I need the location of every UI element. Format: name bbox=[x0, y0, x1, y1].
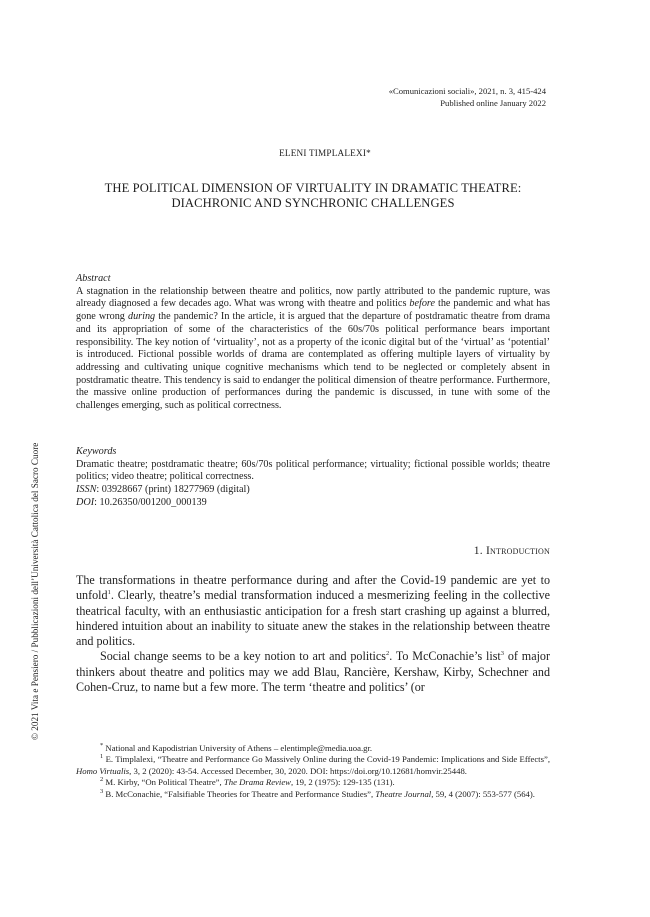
section-number: 1. bbox=[473, 544, 486, 557]
p1-text-b: . Clearly, theatre’s medial transformation induced a mesmerizing feeling in the collective theatrical faculty, with an enthusiastic anticipation for a fresh start crashing up against a blurred, hindered intuition about an inability to situate anew the stakes in the relationship between theatre and politics. bbox=[76, 588, 550, 649]
footnote-2-text-b: , 19, 2 (1975): 129-135 (131). bbox=[290, 777, 395, 788]
paragraph-2 bbox=[76, 649, 550, 695]
copyright-sidebar: © 2021 Vita e Pensiero / Pubblicazioni dell’Università Cattolica del Sacro Cuore bbox=[30, 442, 40, 740]
p2-text-c: of major thinkers about theatre and politics may we add Blau, Rancière, Kershaw, Kirby, Schechner and Cohen-Cruz, to name but a few more. The term ‘theatre and politics’ (or bbox=[76, 649, 550, 695]
section-heading bbox=[474, 544, 550, 557]
issn-label: ISSN bbox=[76, 484, 97, 496]
keywords-text: Dramatic theatre; postdramatic theatre; 60s/70s political performance; virtuality; fictional possible worlds; theatre politics; video theatre; political correctness. bbox=[76, 458, 550, 483]
p2-text-a: Social change seems to be a key notion to art and politics bbox=[100, 649, 386, 664]
article-title bbox=[76, 181, 550, 211]
footnote-1-doi-label: DOI bbox=[310, 765, 326, 776]
footnote-3-text-a: B. McConachie, “Falsifiable Theories for Theatre and Performance Studies”, bbox=[103, 788, 376, 799]
abstract-em-during: during bbox=[127, 311, 156, 323]
abstract-text-a: A stagnation in the relationship between theatre and politics, now partly attributed to the pandemic rupture, was already diagnosed a few decades ago. What was wrong with theatre and politics bbox=[76, 285, 550, 310]
footnote-3-journal: Theatre Journal bbox=[375, 788, 432, 799]
footnote-3 bbox=[76, 789, 550, 800]
keywords-section bbox=[76, 446, 550, 510]
footnote-1 bbox=[76, 754, 550, 777]
footnote-ref-3: 3 bbox=[500, 650, 505, 658]
paragraph-1 bbox=[76, 573, 550, 649]
body-text bbox=[76, 573, 550, 695]
footnote-mark-3: 3 bbox=[100, 787, 104, 795]
abstract-section bbox=[76, 273, 550, 413]
p1-text-a: The transformations in theatre performance during and after the Covid-19 pandemic are yet to unfold bbox=[76, 573, 550, 603]
footnote-1-text-c: : https://doi.org/10.12681/homvir.25448. bbox=[325, 765, 467, 776]
title-line-2: DIACHRONIC AND SYNCHRONIC CHALLENGES bbox=[171, 196, 455, 210]
section-title: Introduction bbox=[485, 544, 550, 557]
footnote-ref-1: 1 bbox=[107, 589, 111, 597]
footnote-mark-2: 2 bbox=[100, 776, 104, 784]
abstract-em-before: before bbox=[409, 298, 436, 310]
abstract-heading: Abstract bbox=[76, 273, 111, 284]
doi-line bbox=[76, 497, 550, 510]
issn-line bbox=[76, 484, 550, 497]
footnote-2 bbox=[76, 777, 550, 788]
footnote-1-text-a: E. Timplalexi, “Theatre and Performance Go Massively Online during the Covid-19 Pandemic: Implications and Side Effects”, bbox=[103, 754, 550, 765]
abstract-text bbox=[76, 286, 550, 413]
issn-value: : 03928667 (print) 18277969 (digital) bbox=[96, 484, 250, 496]
footnote-author bbox=[76, 743, 550, 754]
footnote-ref-2: 2 bbox=[386, 650, 390, 658]
footnote-1-journal: Homo Virtualis bbox=[76, 765, 130, 776]
author-name: ELENI TIMPLALEXI* bbox=[279, 148, 371, 158]
title-line-1: THE POLITICAL DIMENSION OF VIRTUALITY IN DRAMATIC THEATRE: bbox=[104, 181, 522, 195]
journal-header bbox=[389, 85, 546, 109]
publication-date: Published online January 2022 bbox=[440, 98, 546, 108]
doi-value: : 10.26350/001200_000139 bbox=[94, 496, 207, 508]
footnote-1-text-b: , 3, 2 (2020): 43-54. Accessed December, 30, 2020. bbox=[129, 765, 311, 776]
footnote-2-text-a: M. Kirby, “On Political Theatre”, bbox=[103, 777, 224, 788]
footnote-3-text-b: , 59, 4 (2007): 553-577 (564). bbox=[431, 788, 535, 799]
abstract-text-b: the pandemic and what has gone wrong bbox=[76, 298, 551, 323]
footnote-author-text: National and Kapodistrian University of Athens – elentimple@media.uoa.gr. bbox=[103, 743, 373, 753]
footnote-mark-author: * bbox=[100, 742, 104, 750]
abstract-text-c: the pandemic? In the article, it is argued that the departure of postdramatic theatre from drama and its appropriation of some of the characteristics of the 60s/70s political performance bears important responsibility. The key notion of ‘virtuality’, not as a property of the iconic digital but of the ‘virtual’ as ‘potential’ is introduced. Fictional possible worlds of drama are contemplated as offering multiple layers of virtuality by addressing and cultivating unique cognitive mechanisms which tend to be neglected or completely absent in postdramatic theatre. This tendency is said to endanger the political dimension of theatre performance. Furthermore, the massive online production of performances during the pandemic is discussed, in tune with some of the challenges emerging, such as political correctness. bbox=[76, 311, 550, 412]
footnote-mark-1: 1 bbox=[100, 753, 104, 761]
footnote-2-journal: The Drama Review bbox=[223, 777, 291, 788]
p2-text-b: . To McConachie’s list bbox=[389, 649, 501, 664]
doi-label: DOI bbox=[76, 496, 95, 508]
keywords-heading: Keywords bbox=[76, 446, 117, 457]
journal-citation: «Comunicazioni sociali», 2021, n. 3, 415-424 bbox=[388, 86, 546, 96]
footnotes bbox=[76, 743, 550, 800]
